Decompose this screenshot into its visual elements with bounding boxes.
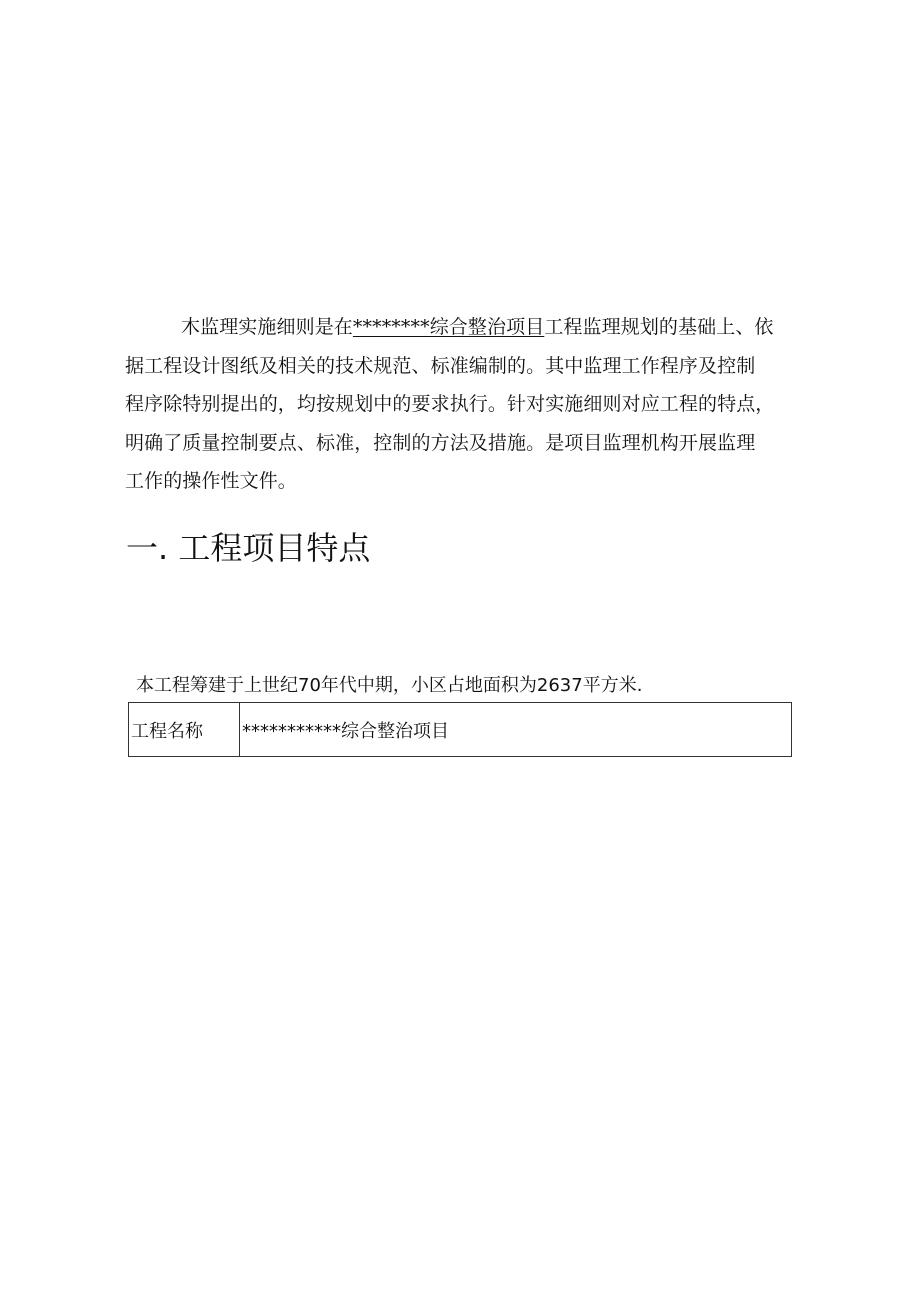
- intro-line-2: 据工程设计图纸及相关的技术规范、标准编制的。其中监理工作程序及控制: [125, 354, 756, 377]
- project-summary: 本工程筹建于上世纪70年代中期，小区占地面积为2637平方米.: [136, 675, 643, 696]
- table-row: [129, 703, 792, 757]
- project-name-label: 工程名称: [129, 703, 240, 757]
- intro-line-1-post: 工程监理规划的基础上、依: [544, 316, 774, 338]
- intro-line-5: 工作的操作性文件。: [125, 470, 297, 493]
- project-info-table: [128, 702, 792, 757]
- section-heading: 一. 工程项目特点: [126, 529, 371, 567]
- intro-line-1-pre: 木监理实施细则是在: [181, 316, 353, 338]
- intro-paragraph: [125, 308, 797, 501]
- project-name-value: ***********综合整治项目: [240, 703, 792, 757]
- intro-line-3: 程序除特别提出的，均按规划中的要求执行。针对实施细则对应工程的特点，: [125, 393, 775, 416]
- intro-line-4: 明确了质量控制要点、标准，控制的方法及措施。是项目监理机构开展监理: [125, 431, 756, 454]
- intro-line-1: [125, 308, 797, 347]
- project-name-underlined: ********综合整治项目: [352, 316, 545, 338]
